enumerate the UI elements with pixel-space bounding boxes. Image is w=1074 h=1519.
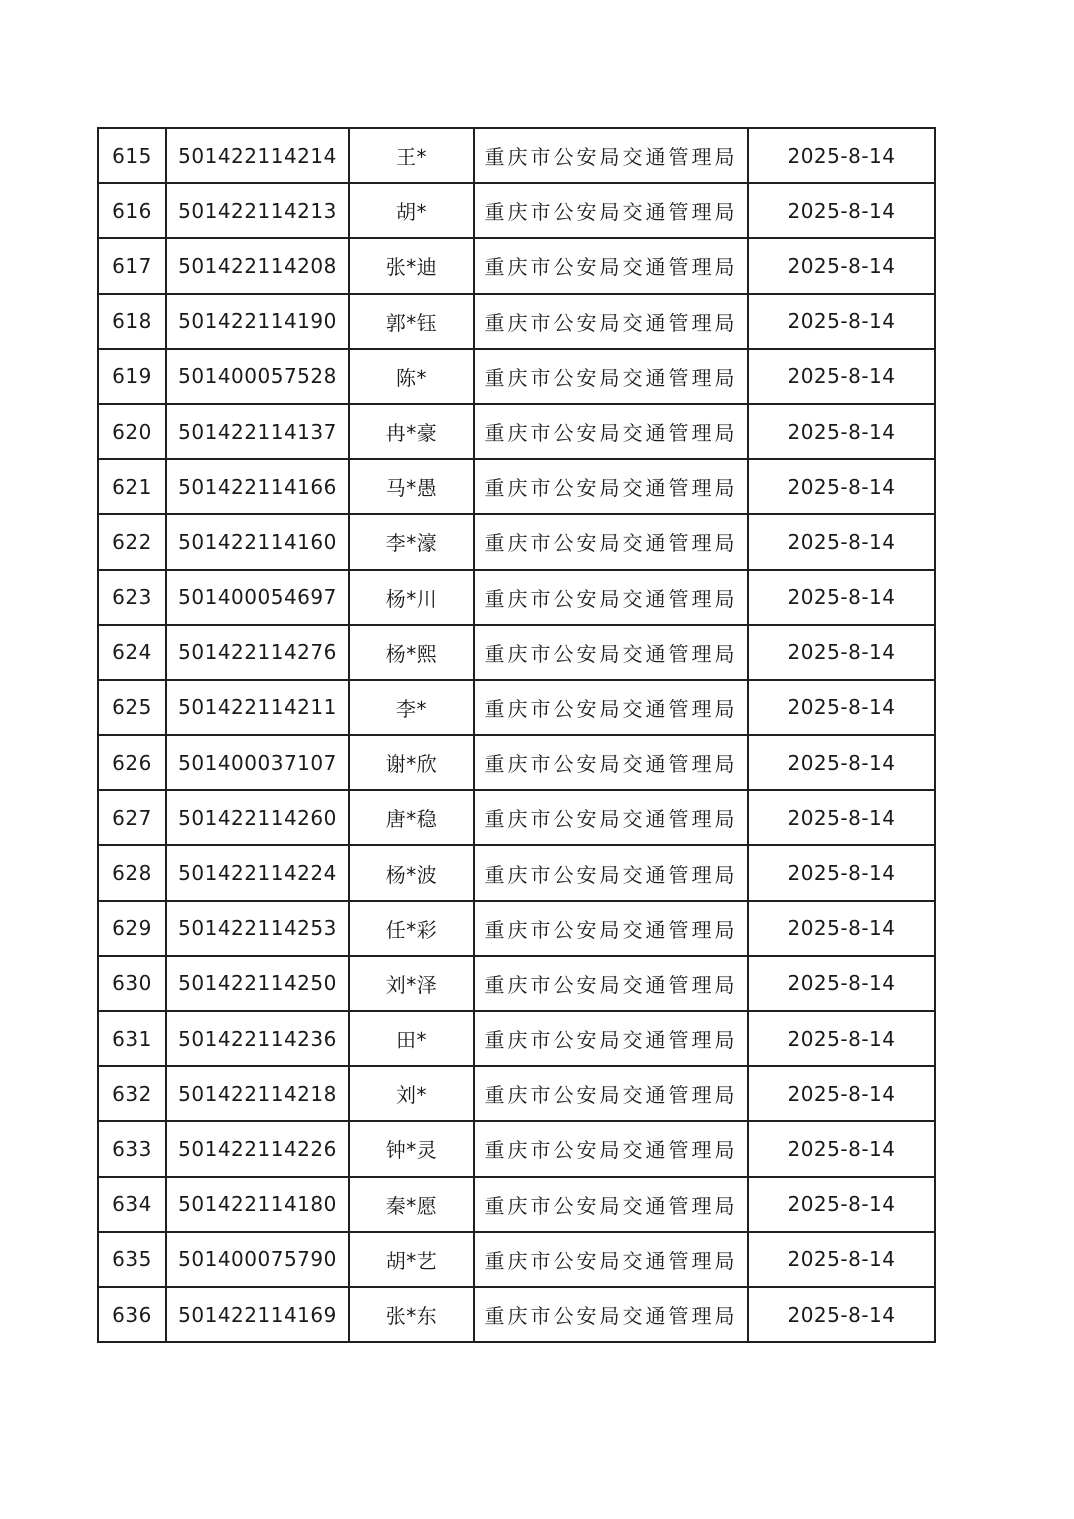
table-row: [98, 1066, 935, 1121]
row-seq-cell: 615: [98, 128, 166, 183]
row-id-cell: 501422114190: [166, 294, 349, 349]
row-id-cell: 501422114218: [166, 1066, 349, 1121]
row-name-cell: 张*迪: [349, 238, 474, 293]
row-org-cell: 重庆市公安局交通管理局: [474, 901, 748, 956]
row-org-cell: 重庆市公安局交通管理局: [474, 1121, 748, 1176]
row-seq-cell: 616: [98, 183, 166, 238]
row-seq-cell: 634: [98, 1177, 166, 1232]
table-row: [98, 956, 935, 1011]
table-row: [98, 845, 935, 900]
row-id-cell: 501422114224: [166, 845, 349, 900]
row-name-cell: 杨*波: [349, 845, 474, 900]
row-date-cell: 2025-8-14: [748, 238, 935, 293]
row-name-cell: 张*东: [349, 1287, 474, 1342]
row-name-cell: 刘*泽: [349, 956, 474, 1011]
table-row: [98, 294, 935, 349]
row-date-cell: 2025-8-14: [748, 1177, 935, 1232]
row-seq-cell: 624: [98, 625, 166, 680]
row-org-cell: 重庆市公安局交通管理局: [474, 514, 748, 569]
row-date-cell: 2025-8-14: [748, 128, 935, 183]
row-org-cell: 重庆市公安局交通管理局: [474, 625, 748, 680]
table-row: [98, 1232, 935, 1287]
row-seq-cell: 627: [98, 790, 166, 845]
table-row: [98, 349, 935, 404]
row-seq-cell: 623: [98, 570, 166, 625]
row-org-cell: 重庆市公安局交通管理局: [474, 459, 748, 514]
row-name-cell: 刘*: [349, 1066, 474, 1121]
table-row: [98, 570, 935, 625]
row-seq-cell: 630: [98, 956, 166, 1011]
row-org-cell: 重庆市公安局交通管理局: [474, 570, 748, 625]
table-row: [98, 1177, 935, 1232]
row-seq-cell: 633: [98, 1121, 166, 1176]
table-row: [98, 404, 935, 459]
table-row: [98, 1011, 935, 1066]
row-name-cell: 杨*川: [349, 570, 474, 625]
row-date-cell: 2025-8-14: [748, 514, 935, 569]
row-name-cell: 王*: [349, 128, 474, 183]
row-date-cell: 2025-8-14: [748, 183, 935, 238]
row-date-cell: 2025-8-14: [748, 294, 935, 349]
row-org-cell: 重庆市公安局交通管理局: [474, 349, 748, 404]
row-seq-cell: 620: [98, 404, 166, 459]
row-org-cell: 重庆市公安局交通管理局: [474, 1066, 748, 1121]
table-row: [98, 625, 935, 680]
row-date-cell: 2025-8-14: [748, 1066, 935, 1121]
row-name-cell: 马*愚: [349, 459, 474, 514]
row-seq-cell: 636: [98, 1287, 166, 1342]
row-id-cell: 501422114166: [166, 459, 349, 514]
row-id-cell: 501422114211: [166, 680, 349, 735]
table-row: [98, 1287, 935, 1342]
row-org-cell: 重庆市公安局交通管理局: [474, 735, 748, 790]
row-date-cell: 2025-8-14: [748, 956, 935, 1011]
row-date-cell: 2025-8-14: [748, 625, 935, 680]
row-id-cell: 501400037107: [166, 735, 349, 790]
row-org-cell: 重庆市公安局交通管理局: [474, 238, 748, 293]
row-id-cell: 501422114137: [166, 404, 349, 459]
row-date-cell: 2025-8-14: [748, 735, 935, 790]
row-name-cell: 任*彩: [349, 901, 474, 956]
row-id-cell: 501422114276: [166, 625, 349, 680]
records-table: [97, 127, 936, 1343]
row-date-cell: 2025-8-14: [748, 901, 935, 956]
table-row: [98, 790, 935, 845]
row-date-cell: 2025-8-14: [748, 404, 935, 459]
row-seq-cell: 632: [98, 1066, 166, 1121]
table-row: [98, 183, 935, 238]
row-name-cell: 杨*熙: [349, 625, 474, 680]
row-date-cell: 2025-8-14: [748, 680, 935, 735]
row-seq-cell: 618: [98, 294, 166, 349]
row-name-cell: 陈*: [349, 349, 474, 404]
row-id-cell: 501422114226: [166, 1121, 349, 1176]
row-org-cell: 重庆市公安局交通管理局: [474, 1011, 748, 1066]
row-id-cell: 501422114208: [166, 238, 349, 293]
table-row: [98, 1121, 935, 1176]
row-date-cell: 2025-8-14: [748, 1011, 935, 1066]
records-table-body: [98, 128, 935, 1342]
row-id-cell: 501422114253: [166, 901, 349, 956]
row-name-cell: 胡*艺: [349, 1232, 474, 1287]
table-row: [98, 514, 935, 569]
row-seq-cell: 628: [98, 845, 166, 900]
row-date-cell: 2025-8-14: [748, 790, 935, 845]
row-date-cell: 2025-8-14: [748, 459, 935, 514]
row-name-cell: 唐*稳: [349, 790, 474, 845]
row-id-cell: 501422114214: [166, 128, 349, 183]
row-id-cell: 501422114180: [166, 1177, 349, 1232]
row-id-cell: 501422114160: [166, 514, 349, 569]
row-seq-cell: 626: [98, 735, 166, 790]
row-seq-cell: 635: [98, 1232, 166, 1287]
row-seq-cell: 622: [98, 514, 166, 569]
row-id-cell: 501422114213: [166, 183, 349, 238]
row-name-cell: 冉*豪: [349, 404, 474, 459]
row-id-cell: 501422114169: [166, 1287, 349, 1342]
row-org-cell: 重庆市公安局交通管理局: [474, 404, 748, 459]
row-date-cell: 2025-8-14: [748, 570, 935, 625]
table-row: [98, 735, 935, 790]
row-org-cell: 重庆市公安局交通管理局: [474, 183, 748, 238]
table-row: [98, 680, 935, 735]
table-row: [98, 238, 935, 293]
row-seq-cell: 621: [98, 459, 166, 514]
row-name-cell: 谢*欣: [349, 735, 474, 790]
row-id-cell: 501422114260: [166, 790, 349, 845]
row-name-cell: 田*: [349, 1011, 474, 1066]
row-org-cell: 重庆市公安局交通管理局: [474, 1232, 748, 1287]
table-row: [98, 459, 935, 514]
row-org-cell: 重庆市公安局交通管理局: [474, 1177, 748, 1232]
table-row: [98, 128, 935, 183]
row-seq-cell: 619: [98, 349, 166, 404]
row-name-cell: 郭*钰: [349, 294, 474, 349]
table-row: [98, 901, 935, 956]
row-org-cell: 重庆市公安局交通管理局: [474, 680, 748, 735]
row-seq-cell: 629: [98, 901, 166, 956]
row-seq-cell: 617: [98, 238, 166, 293]
row-org-cell: 重庆市公安局交通管理局: [474, 956, 748, 1011]
row-name-cell: 李*濠: [349, 514, 474, 569]
row-id-cell: 501422114250: [166, 956, 349, 1011]
row-date-cell: 2025-8-14: [748, 1121, 935, 1176]
row-id-cell: 501400075790: [166, 1232, 349, 1287]
row-date-cell: 2025-8-14: [748, 1287, 935, 1342]
row-date-cell: 2025-8-14: [748, 845, 935, 900]
row-org-cell: 重庆市公安局交通管理局: [474, 294, 748, 349]
row-org-cell: 重庆市公安局交通管理局: [474, 790, 748, 845]
row-id-cell: 501422114236: [166, 1011, 349, 1066]
row-org-cell: 重庆市公安局交通管理局: [474, 128, 748, 183]
row-name-cell: 钟*灵: [349, 1121, 474, 1176]
row-date-cell: 2025-8-14: [748, 1232, 935, 1287]
row-seq-cell: 625: [98, 680, 166, 735]
row-id-cell: 501400054697: [166, 570, 349, 625]
row-date-cell: 2025-8-14: [748, 349, 935, 404]
row-name-cell: 秦*愿: [349, 1177, 474, 1232]
row-id-cell: 501400057528: [166, 349, 349, 404]
row-seq-cell: 631: [98, 1011, 166, 1066]
row-name-cell: 胡*: [349, 183, 474, 238]
row-org-cell: 重庆市公安局交通管理局: [474, 1287, 748, 1342]
row-org-cell: 重庆市公安局交通管理局: [474, 845, 748, 900]
row-name-cell: 李*: [349, 680, 474, 735]
